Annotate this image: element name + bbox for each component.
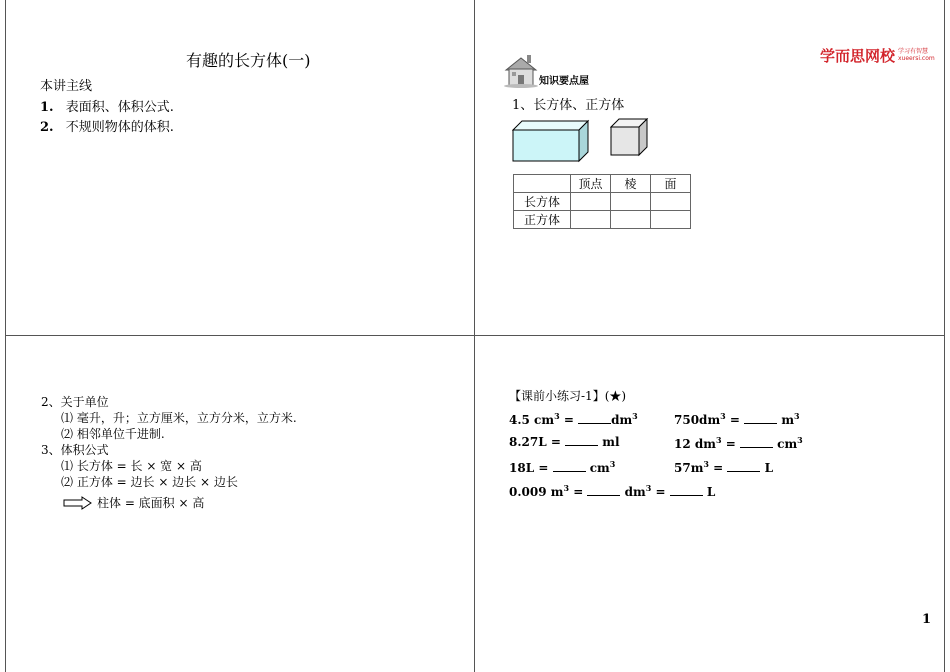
logo-text: 学而思网校 <box>820 47 896 65</box>
text: dm <box>620 485 646 499</box>
text: 12 dm <box>674 437 716 451</box>
lesson-title: 有趣的长方体(一) <box>186 51 311 70</box>
exercise-1-left <box>509 411 638 427</box>
frame-right <box>944 0 945 672</box>
house-icon <box>503 54 539 92</box>
text: = <box>559 413 579 427</box>
table-header-row <box>514 175 691 193</box>
text: = <box>721 437 740 451</box>
arrow-icon <box>63 495 93 514</box>
exercise-2-right <box>674 435 803 451</box>
text: 18L = <box>509 461 553 475</box>
logo-small <box>898 48 935 62</box>
item-text: 表面积、体积公式. <box>65 100 174 115</box>
superscript: 3 <box>794 411 800 421</box>
cube-figure <box>610 118 650 162</box>
properties-table <box>513 174 691 229</box>
cuboid-figure <box>512 119 590 167</box>
answer-blank[interactable] <box>553 461 586 472</box>
table-header: 棱 <box>611 175 651 193</box>
text: 0.009 m <box>509 485 564 499</box>
panel-top-right <box>475 0 944 335</box>
table-cell <box>651 211 691 229</box>
volume-heading: 3、体积公式 <box>41 443 109 457</box>
panel-bottom-right <box>475 336 944 672</box>
answer-blank[interactable] <box>578 413 611 424</box>
answer-blank[interactable] <box>565 435 598 446</box>
text: = <box>708 461 728 475</box>
text: = <box>569 485 588 499</box>
text: = <box>651 485 670 499</box>
panel-bottom-left <box>6 336 474 672</box>
units-line-1: ⑴ 毫升，升；立方厘米，立方分米，立方米. <box>61 411 297 425</box>
table-cell <box>611 211 651 229</box>
text: L <box>760 461 774 475</box>
volume-line-1: ⑴ 长方体 = 长 × 宽 × 高 <box>61 459 202 473</box>
text: = <box>725 413 745 427</box>
exercise-3-left <box>509 459 615 475</box>
exercise-title: 【课前小练习-1】(★) <box>509 389 627 403</box>
lesson-item-2 <box>40 116 174 135</box>
superscript: 3 <box>609 459 616 469</box>
knowledge-badge: 知识要点屋 <box>539 76 589 87</box>
brand-logo <box>820 45 935 66</box>
logo-tagline: 学习有智慧 <box>898 48 929 55</box>
text: L <box>702 485 716 499</box>
text: ml <box>598 435 620 449</box>
table-row <box>514 193 691 211</box>
answer-blank[interactable] <box>744 413 777 424</box>
table-cell <box>611 193 651 211</box>
volume-line-2: ⑵ 正方体 = 边长 × 边长 × 边长 <box>61 475 238 489</box>
table-row <box>514 211 691 229</box>
superscript: 3 <box>632 411 638 421</box>
answer-blank[interactable] <box>587 485 620 496</box>
text: dm <box>611 413 633 427</box>
text: 57m <box>674 461 704 475</box>
exercise-2-left <box>509 435 620 449</box>
section-heading: 1、长方体、正方体 <box>512 98 625 113</box>
units-heading: 2、关于单位 <box>41 395 109 409</box>
lesson-item-1 <box>40 96 174 115</box>
superscript: 3 <box>563 483 570 493</box>
table-cell <box>571 193 611 211</box>
answer-blank[interactable] <box>740 437 773 448</box>
row-label: 长方体 <box>514 193 571 211</box>
lesson-subtitle: 本讲主线 <box>40 79 93 94</box>
table-cell <box>571 211 611 229</box>
prism-formula: 柱体 = 底面积 × 高 <box>97 496 205 510</box>
units-line-2: ⑵ 相邻单位千进制. <box>61 427 165 441</box>
item-text: 不规则物体的体积. <box>65 120 174 135</box>
superscript: 3 <box>554 411 560 421</box>
text: 4.5 cm <box>509 413 555 427</box>
superscript: 3 <box>645 483 652 493</box>
table-cell <box>514 175 571 193</box>
text: m <box>777 413 795 427</box>
text: 750dm <box>674 413 721 427</box>
item-number: 2. <box>40 120 54 135</box>
exercise-4 <box>509 483 715 499</box>
superscript: 3 <box>715 435 722 445</box>
superscript: 3 <box>720 411 726 421</box>
item-number: 1. <box>40 100 54 115</box>
page-number: 1 <box>922 612 932 627</box>
exercise-3-right <box>674 459 773 475</box>
logo-url: xueersi.com <box>898 55 935 62</box>
table-cell <box>651 193 691 211</box>
table-header: 面 <box>651 175 691 193</box>
table-header: 顶点 <box>571 175 611 193</box>
superscript: 3 <box>797 435 803 445</box>
answer-blank[interactable] <box>670 485 703 496</box>
text: 8.27L = <box>509 435 566 449</box>
answer-blank[interactable] <box>727 461 760 472</box>
superscript: 3 <box>703 459 709 469</box>
exercise-1-right <box>674 411 800 427</box>
text: cm <box>772 437 798 451</box>
panel-top-left <box>6 0 474 335</box>
row-label: 正方体 <box>514 211 571 229</box>
text: cm <box>585 461 610 475</box>
